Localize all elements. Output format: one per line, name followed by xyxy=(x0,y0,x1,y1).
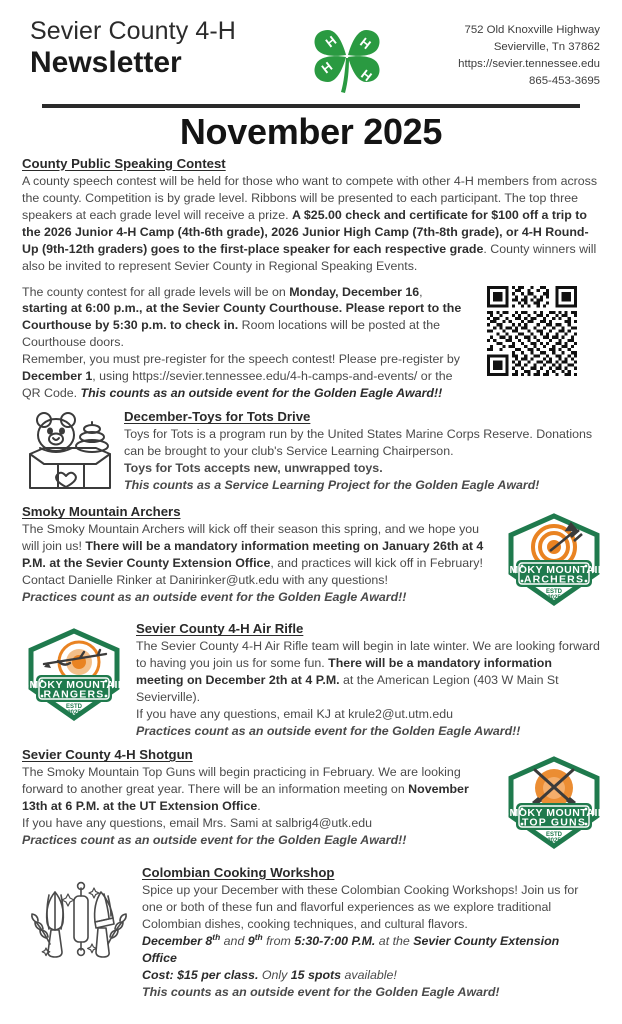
speaking-p3-text-b: , using https://sevier.tennessee.edu/4-h-camps-and-events/ or the QR Code. xyxy=(22,369,453,401)
cooking-cost-line xyxy=(142,967,596,984)
section-heading-public-speaking: County Public Speaking Contest xyxy=(22,155,226,171)
rifle-p1-text-a: The Sevier County 4-H Air Rifle team will begin in late winter. We are looking forward to having you join us for some fun. xyxy=(136,639,600,671)
section-heading-shotgun: Sevier County 4-H Shotgun xyxy=(22,747,193,763)
archers-golden-eagle-note: Practices count as an outside event for the Golden Eagle Award!! xyxy=(22,590,407,605)
tots-paragraph-1: Toys for Tots is a program run by the United States Marine Corps Reserve. Donations can be brought to your club's Service Learning Chairperson. xyxy=(124,427,593,459)
contact-phone: 865-453-3695 xyxy=(529,75,600,88)
archers-badge-estd-year: 2025 xyxy=(547,595,561,602)
cooking-date-1-suffix: th xyxy=(212,932,221,943)
archers-badge-line1: SMOKY MOUNTAIN xyxy=(502,564,606,577)
archers-p1-bold-meeting: There will be a mandatory information meeting on January 26th at 4 P.M. at the Sevier County Extension Office xyxy=(22,539,484,571)
cooking-only-label: Only xyxy=(258,968,291,983)
cooking-location: Sevier County Extension Office xyxy=(142,934,560,966)
cooking-from-label: from xyxy=(262,934,295,949)
cooking-text xyxy=(132,864,606,1001)
smoky-mountain-rangers-badge-icon xyxy=(22,620,126,729)
rifle-p1-text-b: at the American Legion (403 W Main St Sevierville). xyxy=(136,673,559,705)
top-guns-badge-line1: SMOKY MOUNTAIN xyxy=(502,807,606,820)
speaking-p3-bold-deadline: December 1 xyxy=(22,369,93,384)
shotgun-golden-eagle-note: Practices count as an outside event for the Golden Eagle Award!! xyxy=(22,833,407,848)
section-heading-air-rifle: Sevier County 4-H Air Rifle xyxy=(136,621,304,637)
rifle-p1-bold-meeting: There will be a mandatory information meeting on December 2th at 4 P.M. xyxy=(136,656,552,688)
rangers-badge-line2: RANGERS xyxy=(43,688,105,701)
archers-paragraph-1 xyxy=(22,521,488,572)
archers-p1-text-b: , and practices will kick off in February! xyxy=(270,556,483,571)
speaking-p2-bold-details: starting at 6:00 p.m., at the Sevier County Courthouse. Please report to the Courthouse by 5:30 p.m. to check in. xyxy=(22,301,462,333)
svg-text:H: H xyxy=(322,32,340,51)
shotgun-text xyxy=(22,746,496,849)
shotgun-contact-line: If you have any questions, email Mrs. Sami at salbrig4@utk.edu xyxy=(22,816,373,831)
speaking-p2-text-a: The county contest for all grade levels will be on xyxy=(22,284,290,299)
archers-p1-text-a: The Smoky Mountain Archers will kick off their season this spring, and we hope you will join us! xyxy=(22,522,480,554)
top-guns-badge-line2: TOP GUNS xyxy=(521,816,587,829)
header-divider xyxy=(42,104,580,108)
cooking-schedule-line xyxy=(142,933,596,967)
smoky-mountain-top-guns-badge-icon xyxy=(496,746,606,857)
rifle-paragraph-1 xyxy=(136,638,600,706)
speaking-p2-text-c: Room locations will be posted at the Courthouse doors. xyxy=(22,318,441,350)
section-shotgun xyxy=(16,746,606,857)
shotgun-p1-bold-meeting: November 13th at 6 P.M. at the UT Extension Office xyxy=(22,782,469,814)
rangers-badge-estd-year: 2025 xyxy=(67,710,81,717)
speaking-p1-text-c: . County winners will also be invited to represent Sevier County in Regional Speaking Events. xyxy=(22,241,597,273)
section-heading-toys-for-tots: December-Toys for Tots Drive xyxy=(124,409,311,425)
speaking-p2-comma: , xyxy=(419,284,423,299)
cooking-time: 5:30-7:00 P.M. xyxy=(294,934,376,949)
rifle-golden-eagle-note: Practices count as an outside event for the Golden Eagle Award!! xyxy=(136,724,521,739)
tots-paragraph-2: Toys for Tots accepts new, unwrapped toys. xyxy=(124,461,383,476)
contact-address-street: 752 Old Knoxville Highway xyxy=(464,24,600,36)
toy-box-teddy-bear-icon xyxy=(22,406,118,497)
cooking-paragraph-1: Spice up your December with these Colombian Cooking Workshops! Join us for one or both of these fun and flavorful experiences as we explore traditional Colombian dishes, cooking techniques, and cultural flavors. xyxy=(142,883,579,932)
page-title: Newsletter xyxy=(30,46,182,80)
spacer xyxy=(22,275,602,284)
speaking-p2-bold-date: Monday, December 16 xyxy=(289,284,420,299)
svg-text:H: H xyxy=(358,66,375,85)
section-smoky-mountain-archers xyxy=(16,503,606,614)
cooking-cost: Cost: $15 per class. xyxy=(142,968,259,983)
four-h-clover-icon xyxy=(310,14,384,101)
speaking-p1-bold: A $25.00 check and certificate for $100 off a trip to the 2026 Junior 4-H Camp (4th-6th grade), 2026 Junior High Camp (7th-8th grade), or 4-H Round-Up (9th-12th graders) goes to the first-place speaker for each respective grade xyxy=(22,207,589,256)
cooking-date-1: December 8 xyxy=(142,934,213,949)
newsletter-month-title: November 2025 xyxy=(179,111,443,152)
section-air-rifle xyxy=(16,620,606,740)
speaking-paragraph-1 xyxy=(22,173,602,275)
toys-for-tots-text xyxy=(118,406,606,494)
svg-text:H: H xyxy=(357,34,374,53)
cooking-date-join: and xyxy=(220,934,248,949)
speaking-p3-golden-eagle-note: This counts as an outside event for the Golden Eagle Award!! xyxy=(80,386,443,401)
cooking-spots: 15 spots xyxy=(290,968,342,983)
contact-address-city: Sevierville, Tn 37862 xyxy=(493,41,600,54)
rifle-contact-line: If you have any questions, email KJ at krule2@ut.utm.edu xyxy=(136,707,454,722)
top-guns-badge-estd-year: 2025 xyxy=(547,838,561,845)
cooking-available-label: available! xyxy=(341,968,397,983)
archers-contact-line: Contact Danielle Rinker at Danirinker@utk.edu with any questions! xyxy=(22,573,388,588)
section-toys-for-tots xyxy=(16,406,606,497)
cooking-golden-eagle-note: This counts as an outside event for the Golden Eagle Award! xyxy=(142,985,500,1000)
rangers-badge-line1: SMOKY MOUNTAIN xyxy=(22,679,126,692)
rangers-badge-estd-label: ESTD xyxy=(65,704,83,711)
air-rifle-text xyxy=(126,620,606,740)
section-heading-cooking: Colombian Cooking Workshop xyxy=(142,865,335,881)
section-colombian-cooking xyxy=(16,864,606,1001)
shotgun-paragraph-1 xyxy=(22,764,488,815)
shotgun-p1-text-b: . xyxy=(257,799,261,814)
contact-website[interactable]: https://sevier.tennessee.edu xyxy=(458,58,600,71)
cooking-utensils-icon xyxy=(22,864,132,971)
archers-text xyxy=(22,503,496,606)
cooking-date-2-suffix: th xyxy=(254,932,263,943)
masthead xyxy=(16,14,236,80)
smoky-mountain-archers-badge-icon xyxy=(496,503,606,614)
shotgun-p1-text-a: The Smoky Mountain Top Guns will begin practicing in February. We are looking forward to another great year. There will be an information meeting on xyxy=(22,765,461,797)
cooking-at-label: at the xyxy=(375,934,414,949)
section-public-speaking xyxy=(16,155,606,403)
svg-text:H: H xyxy=(318,58,336,77)
archers-badge-line2: ARCHERS xyxy=(523,573,585,586)
newsletter-header xyxy=(16,14,606,100)
top-guns-badge-estd-label: ESTD xyxy=(545,832,563,839)
section-heading-archers: Smoky Mountain Archers xyxy=(22,504,181,520)
archers-badge-estd-label: ESTD xyxy=(545,589,563,596)
qr-code-icon[interactable] xyxy=(478,286,586,376)
speaking-p3-text-a: Remember, you must pre-register for the speech contest! Please pre-register by xyxy=(22,352,460,367)
tots-golden-eagle-note: This counts as a Service Learning Project for the Golden Eagle Award! xyxy=(124,478,540,493)
speaking-p1-text-a: A county speech contest will be held for those who want to compete with other 4-H members from across the county. Competition is by grade level. Ribbons will be presented to each participant. The top three speakers at each grade level will receive a prize. xyxy=(22,173,598,222)
cooking-date-2: 9 xyxy=(247,934,255,949)
org-name: Sevier County 4-H xyxy=(30,17,236,45)
contact-block xyxy=(458,14,606,90)
